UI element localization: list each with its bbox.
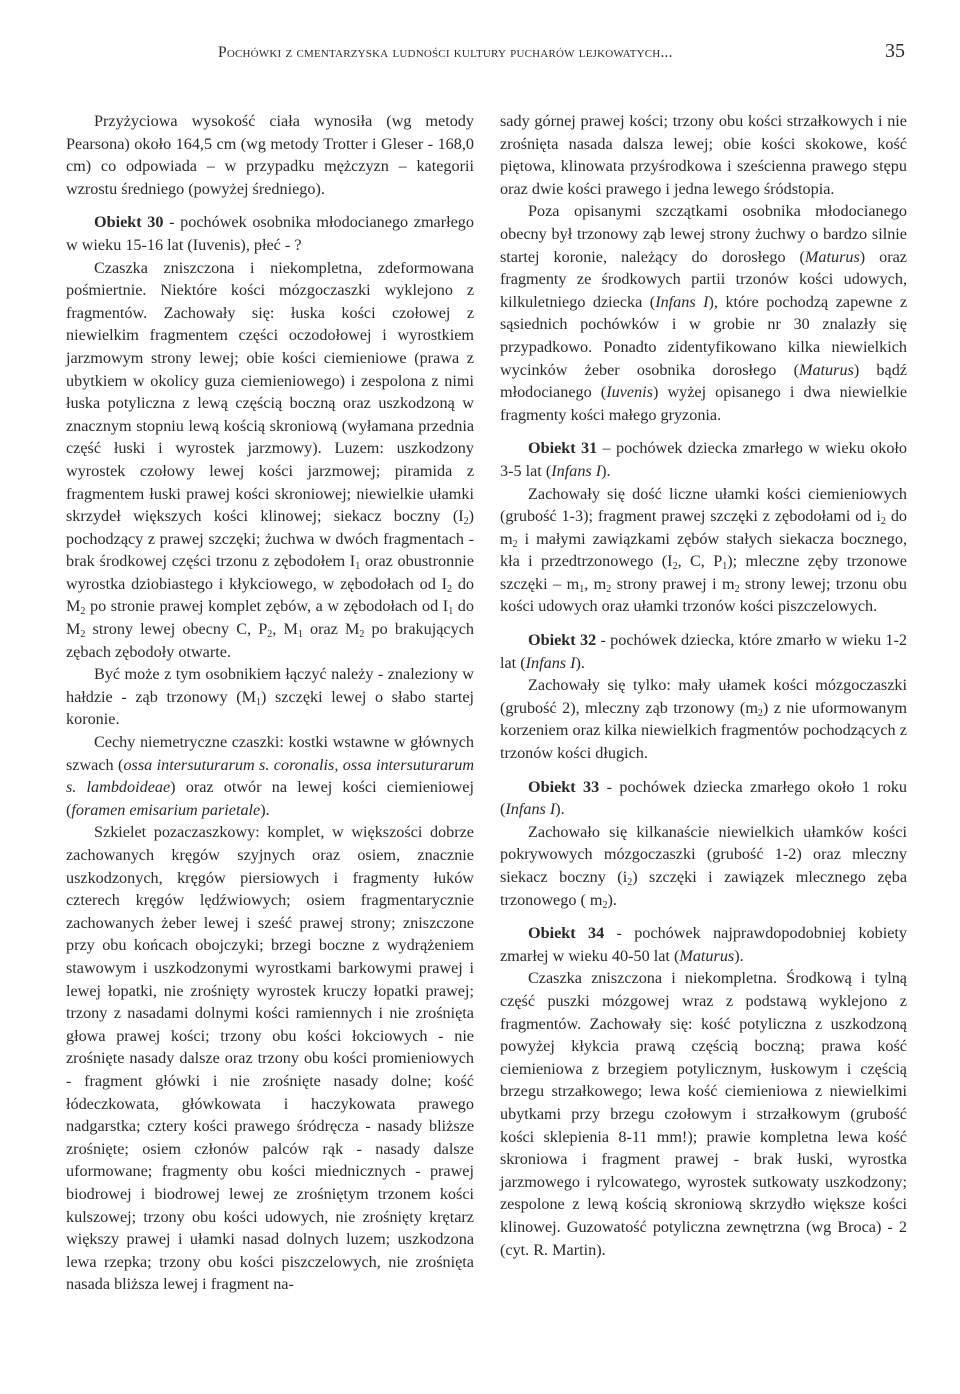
running-title: Pochówki z cmentarzyska ludności kultury pucharów lejkowatych... xyxy=(218,44,673,61)
paragraph-nonmetric-traits: Cechy niemetryczne czaszki: kostki wstawne w głównych szwach (ossa intersuturarum s. coronalis, ossa intersuturarum s. lambdoideae) oraz otwór na lewej kości ciemieniowej (foramen emisarium parietale). xyxy=(66,733,475,819)
paragraph-object-32-heading: Obiekt 32 - pochówek dziecka, które zmarło w wieku 1-2 lat (Infans I). xyxy=(500,631,908,672)
paragraph-object-34-description: Czaszka zniszczona i niekompletna. Środkową i tylną część puszki mózgowej wraz z podstawą wyklejono z fragmentów. Zachowały się: kość potyliczna z uszkodzoną powyżej kłykcia prawą częścią boczną; prawa kość ciemieniowa z brzegiem potylicznym, łuskowym i częścią brzegu strzałkowego; lewa kość ciemieniowa z niewielkimi ubytkami przy brzegu czołowym i strzałkowym (grubość kości sklepienia 8-11 mm!); prawie kompletna lewa kość skroniowa i fragment prawej - brak łuski, wyrostka jarzmowego i rylcowatego, wyrostek sutkowaty uszkodzony; zespolone z lewą kością skroniową skrzydło większe kości klinowej. Guzowatość potyliczna zewnętrzna (wg Broca) - 2 (cyt. R. Martin). xyxy=(500,969,907,1259)
object-heading: Obiekt 33 xyxy=(528,777,600,796)
paragraph-object-32-description: Zachowały się tylko: mały ułamek kości mózgoczaszki (grubość 2), mleczny ząb trzonowy $(m_2)$ z nie uformowanym korzeniem oraz kilka niewielkich fragmentów pochodzących z trzonów kości długich. xyxy=(500,676,907,763)
paragraph-object-31-heading: Obiekt 31 – pochówek dziecka zmarłego w wieku około 3-5 lat (Infans I). xyxy=(500,439,907,480)
left-column xyxy=(66,110,474,1296)
right-column xyxy=(500,110,907,1261)
paragraph-continuation: sady górnej prawej kości; trzony obu kości strzałkowych i nie zrośnięta nasada dalsza lewej; obie kości skokowe, kość piętowa, klinowata przyśrodkowa i sześcienna prawego stępu oraz dwie kości prawego i jedna lewego śródstopia. xyxy=(500,112,907,198)
object-heading: Obiekt 32 xyxy=(528,631,597,650)
paragraph-stature: Przyżyciowa wysokość ciała wynosiła (wg metody Pearsona) około 164,5 cm (wg metody Trotter i Gleser - 168,0 cm) co odpowiada – w przypadku mężczyzn – kategorii wzrostu średniego (powyżej średniego). xyxy=(66,112,474,198)
page-header xyxy=(66,40,905,74)
object-heading: Obiekt 34 xyxy=(528,924,605,943)
paragraph-object-33-heading: Obiekt 33 - pochówek dziecka zmarłego około 1 roku (Infans I). xyxy=(500,777,908,819)
paragraph-object-30-heading: Obiekt 30 - pochówek osobnika młodocianego zmarłego w wieku 15-16 lat (Iuvenis), płeć - ? xyxy=(66,213,474,254)
paragraph-other-remains: Poza opisanymi szczątkami osobnika młodocianego obecny był trzonowy ząb lewej strony żuchwy o bardzo silnie startej koronie, należący do dorosłego (Maturus) oraz fragmenty ze środkowych partii trzonów kości udowych, kilkuletniego dziecka (Infans I), które pochodzą zapewne z sąsiednich pochówków i w grobie nr 30 znalazły się przypadkowo. Ponadto zidentyfikowano kilka niewielkich wycinków żeber osobnika dorosłego (Maturus) bądź młodocianego (Iuvenis) wyżej opisanego i dwa niewielkie fragmenty kości małego gryzonia. xyxy=(500,202,907,424)
paragraph-postcranial-skeleton: Szkielet pozaczaszkowy: komplet, w większości dobrze zachowanych kręgów szyjnych oraz osiem, znacznie uszkodzonych, kręgów piersiowych i fragmenty łuków czterech kręgów lędźwiowych; osiem fragmentarycznie zachowanych żeber lewej i sześć prawej strony; zniszczone przy obu końcach obojczyki; brzegi boczne z wydrążeniem stawowym i uszkodzonymi wyrostkami barkowymi prawej i lewej łopatki, nie zrośnięty wyrostek kruczy łopatki prawej; trzony z nasadami dolnymi kości ramiennych i nie zrośnięta głowa prawej kości; trzony obu kości łokciowych - nie zrośnięte nasady dalsze oraz trzony obu kości promieniowych - fragment główki i nie zrośnięte nasady dolne; kość łódeczkowata, główkowata i haczykowata prawego nadgarstka; cztery kości prawego śródręcza - nasady bliższe zrośnięte; osiem członów palców rąk - nasady dalsze uformowane; fragmenty obu kości miednicznych - prawej biodrowej i biodrowej lewej ze zrośniętym trzonem kości kulszowej; trzony obu kości udowych, nie zrośnięty krętarz większy prawej i ułamki nasad dolnych luzem; uszkodzona lewa rzepka; trzony obu kości piszczelowych, nie zrośnięta nasada bliższa lewej i fragment na- xyxy=(66,823,474,1294)
paragraph-skull-description: Czaszka zniszczona i niekompletna, zdeformowana pośmiertnie. Niektóre kości mózgoczaszki wyklejono z fragmentów. Zachowały się: łuska kości czołowej z niewielkim fragmentem części oczodołowej i wyrostkiem jarzmowym strony lewej; obie kości ciemieniowe (prawa z ubytkiem w okolicy guza ciemieniowego) i zespolona z nimi łuska potyliczna z lewą częścią boczną oraz uszkodzoną w znacznym stopniu lewą kością skroniową (wyłamana przednia część łuski i wyrostek jarzmowy). Luzem: uszkodzony wyrostek czołowy lewej kości jarzmowej; piramida z fragmentem łuski prawej kości skroniowej; niewielkie ułamki skrzydeł większych kości klinowej; siekacz boczny $(I_2)$ pochodzący z prawej szczęki; żuchwa w dwóch fragmentach - brak środkowej części trzonu z zębodołem $I_1$ oraz obustronnie wyrostka dziobiastego i kłykciowego, w zębodołach od $I_2$ do $M_2$ po stronie prawej komplet zębów, a w zębodołach od $I_1$ do $M_2$ strony lewej obecny C, $P_2$, $M_1$ oraz $M_2$ po brakujących zębach zębodoły otwarte. xyxy=(66,258,475,661)
paragraph-object-33-description: Zachowało się kilkanaście niewielkich ułamków kości pokrywowych mózgoczaszki (grubość 1-2) oraz mleczny siekacz boczny $(i_2)$ szczęki i zawiązek mlecznego zęba trzonowego ( $m_2$). xyxy=(500,822,908,911)
paragraph-object-31-description: Zachowały się dość liczne ułamki kości ciemieniowych (grubość 1-3); fragment prawej szczęki z zębodołami od $i_2$ do $m_2$ i małymi zawiązkami zębów stałych siekacza bocznego, kła i przedtrzonowego ($I_2$, C, $P_1$); mleczne zęby trzonowe szczęki – $m_1$, $m_2$ strony prawej i $m_2$ strony lewej; trzonu obu kości udowych oraz ułamki trzonów kości piszczelowych. xyxy=(500,484,908,616)
page-number: 35 xyxy=(885,40,905,62)
paragraph-molar-note: Być może z tym osobnikiem łączyć należy - znaleziony w hałdzie - ząb trzonowy $(M_1)$ szczęki lewej o słabo startej koronie. xyxy=(66,665,474,729)
object-heading: Obiekt 31 xyxy=(528,439,598,458)
object-heading: Obiekt 30 xyxy=(94,213,164,232)
paragraph-object-34-heading: Obiekt 34 - pochówek najprawdopodobniej kobiety zmarłej w wieku 40-50 lat (Maturus). xyxy=(500,924,908,965)
